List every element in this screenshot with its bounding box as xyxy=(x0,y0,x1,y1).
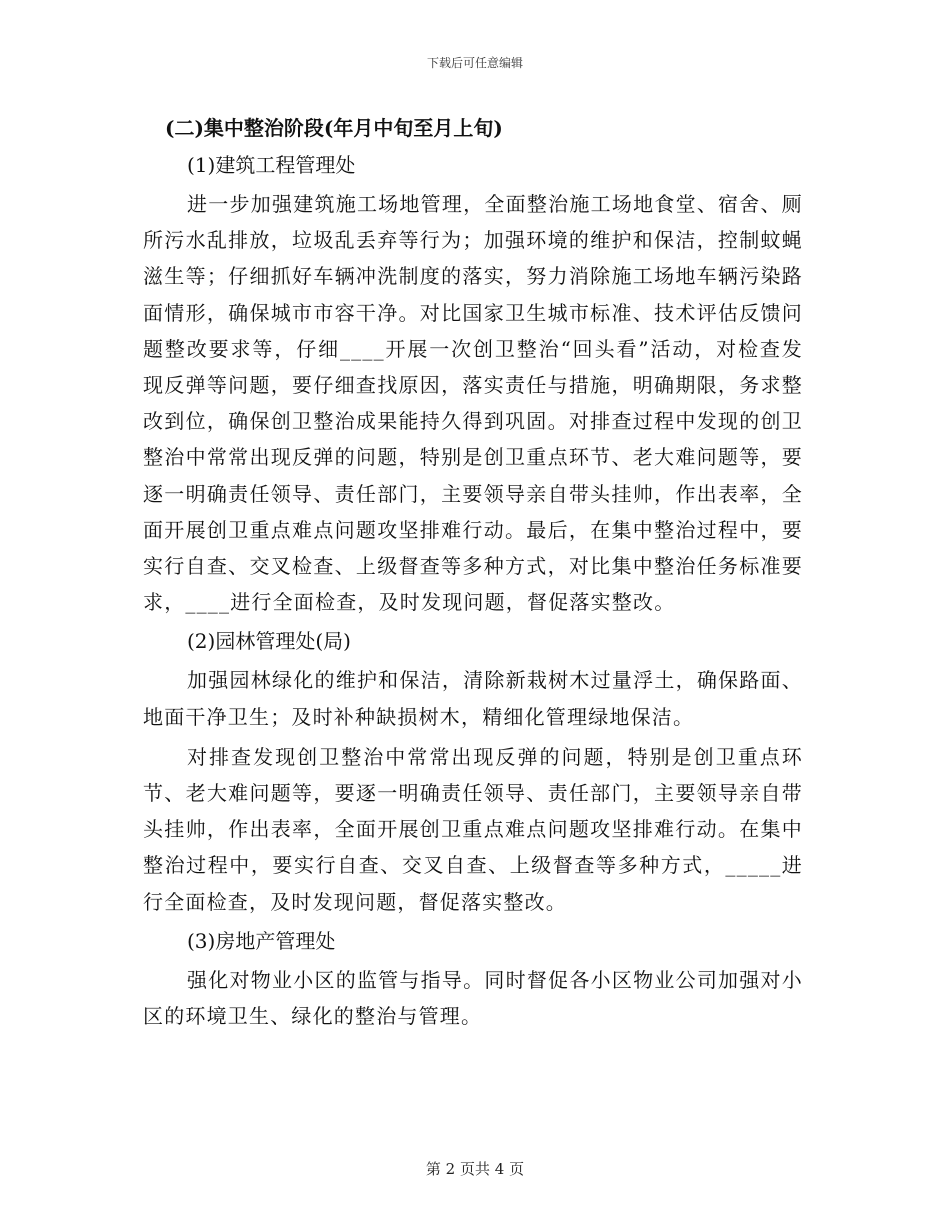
item-title-construction: (1)建筑工程管理处 xyxy=(187,153,356,177)
paragraph: 进一步加强建筑施工场地管理，全面整治施工场地食堂、宿舍、厕所污水乱排放，垃圾乱丢弃等行为；加强环境的维护和保洁，控制蚊蝇滋生等；仔细抓好车辆冲洗制度的落实，努力消除施工场地车辆污染路面情形，确保城市市容干净。对比国家卫生城市标准、技术评估反馈问题整改要求等，仔细____开展一次创卫整治“回头看”活动，对检查发现反弹等问题，要仔细查找原因，落实责任与措施，明确期限，务求整改到位，确保创卫整治成果能持久得到巩固。对排查过程中发现的创卫整治中常常出现反弹的问题，特别是创卫重点环节、老大难问题等，要逐一明确责任领导、责任部门，主要领导亲自带头挂帅，作出表率，全面开展创卫重点难点问题攻坚排难行动。最后，在集中整治过程中，要实行自查、交叉检查、上级督查等多种方式，对比集中整治任务标准要求，____进行全面检查，及时发现问题，督促落实整改。 xyxy=(143,192,803,615)
item-title-landscape: (2)园林管理处(局) xyxy=(187,629,351,654)
item-title-real-estate: (3)房地产管理处 xyxy=(187,928,336,953)
page-header: 下载后可任意编辑 xyxy=(426,56,523,70)
page-footer: 第 2 页共 4 页 xyxy=(425,1160,525,1178)
section-heading: (二)集中整治阶段(年月中旬至月上旬) xyxy=(165,116,503,140)
paragraph: 加强园林绿化的维护和保洁，清除新栽树木过量浮土，确保路面、地面干净卫生；及时补种缺损树木，精细化管理绿地保洁。 xyxy=(143,668,803,729)
paragraph: 强化对物业小区的监管与指导。同时督促各小区物业公司加强对小区的环境卫生、绿化的整治与管理。 xyxy=(143,967,803,1029)
document-body xyxy=(143,112,803,1038)
paragraph: 对排查发现创卫整治中常常出现反弹的问题，特别是创卫重点环节、老大难问题等，要逐一明确责任领导、责任部门，主要领导亲自带头挂帅，作出表率，全面开展创卫重点难点问题攻坚排难行动。在集中整治过程中，要实行自查、交叉自查、上级督查等多种方式，_____进行全面检查，及时发现问题，督促落实整改。 xyxy=(143,744,803,914)
